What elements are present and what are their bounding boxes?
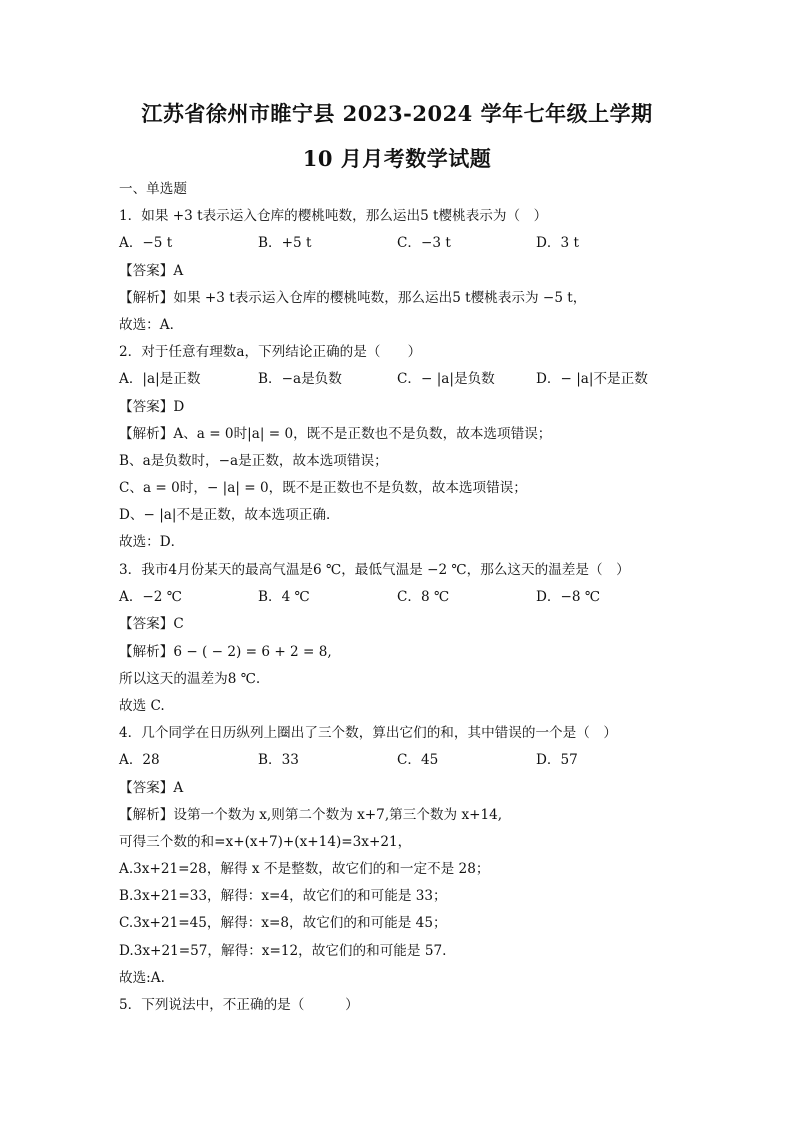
q4-answer: 【答案】A [119, 780, 184, 796]
q2-analysis-line: D、− |a|不是正数，故本选项正确． [119, 507, 340, 523]
q1-option-b: B．+5 t [258, 235, 312, 251]
q4-analysis-line: D.3x+21=57，解得：x=12，故它们的和可能是 57. [119, 943, 447, 959]
q4-analysis-line: 【解析】设第一个数为 x,则第二个数为 x+7,第三个数为 x+14, [119, 807, 503, 823]
q2-stem: 2．对于任意有理数a，下列结论正确的是（ ） [119, 344, 422, 360]
q1-analysis-line: 故选：A． [119, 317, 184, 333]
q1-option-a: A．−5 t [119, 235, 173, 251]
document-title-line2: 10 月月考数学试题 [302, 146, 492, 171]
q3-analysis-line: 故选 C. [119, 698, 165, 714]
q3-option-d: D．−8 ℃ [536, 589, 601, 605]
q2-option-c: C．− |a|是负数 [397, 371, 495, 387]
document-title-line1: 江苏省徐州市睢宁县 2023-2024 学年七年级上学期 [141, 101, 653, 126]
q4-analysis-line: 故选:A. [119, 970, 165, 986]
q1-analysis-line: 【解析】如果 +3 t表示运入仓库的樱桃吨数，那么运出5 t樱桃表示为 −5 t， [119, 290, 587, 306]
q4-analysis-line: A.3x+21=28，解得 x 不是整数，故它们的和一定不是 28； [119, 861, 490, 877]
q4-analysis-line: C.3x+21=45，解得：x=8，故它们的和可能是 45； [119, 915, 447, 931]
q3-option-c: C．8 ℃ [397, 589, 450, 605]
q1-stem: 1．如果 +3 t表示运入仓库的樱桃吨数，那么运出5 t樱桃表示为（ ） [119, 208, 548, 224]
q4-stem: 4．几个同学在日历纵列上圈出了三个数，算出它们的和，其中错误的一个是（ ） [119, 725, 618, 741]
q5-stem: 5．下列说法中，不正确的是（ ） [119, 997, 359, 1013]
section-heading: 一、单选题 [119, 181, 187, 197]
q3-option-a: A．−2 ℃ [119, 589, 182, 605]
q2-analysis-line: B、a是负数时，−a是正数，故本选项错误； [119, 453, 388, 469]
q3-option-b: B．4 ℃ [258, 589, 310, 605]
q4-option-d: D．57 [536, 752, 578, 768]
q2-option-d: D．− |a|不是正数 [536, 371, 648, 387]
q2-analysis-line: 【解析】A、a = 0时|a| = 0，既不是正数也不是负数，故本选项错误； [119, 426, 552, 442]
q3-analysis-line: 所以这天的温差为8 ℃. [119, 671, 261, 687]
q4-analysis-line: 可得三个数的和=x+(x+7)+(x+14)=3x+21， [119, 834, 412, 850]
q3-answer: 【答案】C [119, 616, 184, 632]
q2-option-a: A．|a|是正数 [119, 371, 201, 387]
q2-option-b: B．−a是负数 [258, 371, 342, 387]
q3-analysis-line: 【解析】6 − ( − 2) = 6 + 2 = 8, [119, 644, 332, 660]
q2-analysis-line: C、a = 0时，− |a| = 0，既不是正数也不是负数，故本选项错误； [119, 480, 527, 496]
q4-analysis-line: B.3x+21=33，解得：x=4，故它们的和可能是 33； [119, 888, 447, 904]
q4-option-b: B．33 [258, 752, 299, 768]
q4-option-a: A．28 [119, 752, 160, 768]
q1-option-d: D．3 t [536, 235, 579, 251]
q4-option-c: C．45 [397, 752, 439, 768]
q3-stem: 3．我市4月份某天的最高气温是6 ℃，最低气温是 −2 ℃，那么这天的温差是（ ） [119, 562, 630, 578]
q2-answer: 【答案】D [119, 399, 185, 415]
q1-answer: 【答案】A [119, 263, 184, 279]
q1-option-c: C．−3 t [397, 235, 451, 251]
q2-analysis-line: 故选：D． [119, 534, 185, 550]
